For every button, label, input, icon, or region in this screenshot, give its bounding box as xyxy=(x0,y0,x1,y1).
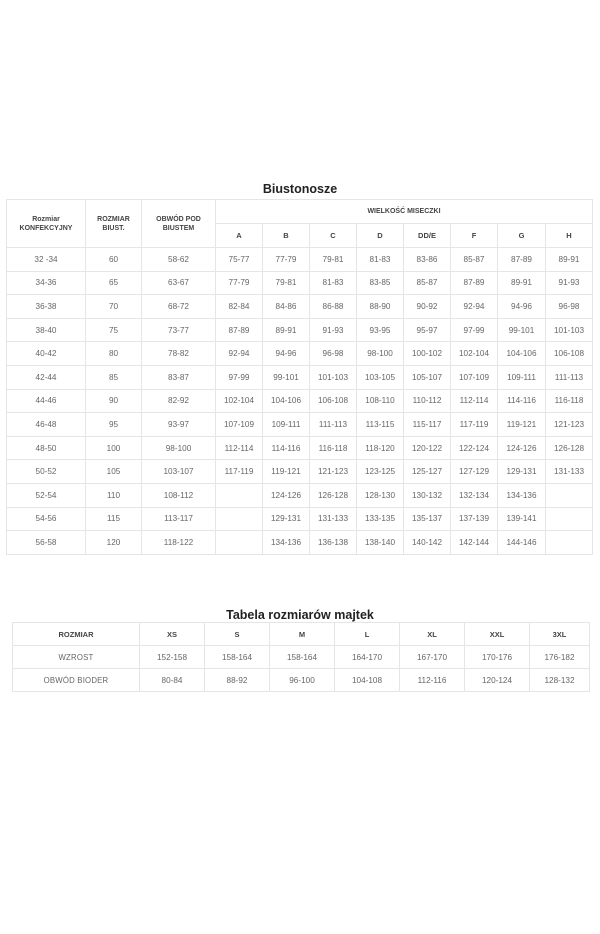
table-row xyxy=(7,389,593,413)
panty-table-title: Tabela rozmiarów majtek xyxy=(226,608,374,622)
table-cell: 104-106 xyxy=(263,389,310,413)
table-row xyxy=(7,460,593,484)
table-cell: 96-98 xyxy=(546,295,593,319)
table-cell: 122-124 xyxy=(451,436,498,460)
table-cell: 58-62 xyxy=(142,248,216,272)
table-cell: 113-115 xyxy=(357,413,404,437)
table-cell: 118-120 xyxy=(357,436,404,460)
table-cell: 131-133 xyxy=(310,507,357,531)
table-cell: 56-58 xyxy=(7,531,86,555)
table-cell: 82-84 xyxy=(216,295,263,319)
table-cell: 124-126 xyxy=(498,436,546,460)
table-cell: 90 xyxy=(86,389,142,413)
table-cell xyxy=(546,531,593,555)
table-cell: 48-50 xyxy=(7,436,86,460)
header-rozmiar: ROZMIAR xyxy=(13,623,140,646)
table-cell: 73-77 xyxy=(142,318,216,342)
table-cell: 89-91 xyxy=(263,318,310,342)
table-row xyxy=(7,507,593,531)
table-cell xyxy=(546,483,593,507)
header-biust: ROZMIAR BIUST. xyxy=(86,200,142,248)
table-cell: 131-133 xyxy=(546,460,593,484)
table-cell: 93-97 xyxy=(142,413,216,437)
table-cell: 103-105 xyxy=(357,365,404,389)
table-cell: 176-182 xyxy=(530,646,590,669)
table-cell: 105-107 xyxy=(404,365,451,389)
table-cell: 87-89 xyxy=(216,318,263,342)
table-cell: 88-90 xyxy=(357,295,404,319)
table-cell: 112-114 xyxy=(451,389,498,413)
table-cell: 124-126 xyxy=(263,483,310,507)
table-cell: 81-83 xyxy=(357,248,404,272)
table-cell: 83-87 xyxy=(142,365,216,389)
table-cell: 87-89 xyxy=(498,248,546,272)
table-cell: 106-108 xyxy=(546,342,593,366)
table-cell: 68-72 xyxy=(142,295,216,319)
table-cell: 98-100 xyxy=(357,342,404,366)
table-cell: 92-94 xyxy=(216,342,263,366)
header-obwod: OBWÓD POD BIUSTEM xyxy=(142,200,216,248)
table-cell: 101-103 xyxy=(310,365,357,389)
size-header-xl: XL xyxy=(400,623,465,646)
table-cell: 116-118 xyxy=(546,389,593,413)
table-cell: 83-85 xyxy=(357,271,404,295)
table-cell: 107-109 xyxy=(451,365,498,389)
cup-header-a: A xyxy=(216,224,263,248)
table-cell: 52-54 xyxy=(7,483,86,507)
table-cell: 70 xyxy=(86,295,142,319)
table-cell: 158-164 xyxy=(270,646,335,669)
table-cell: 134-136 xyxy=(263,531,310,555)
header-cup-group: WIELKOŚĆ MISECZKI xyxy=(216,200,593,224)
table-cell xyxy=(216,531,263,555)
table-cell: 105 xyxy=(86,460,142,484)
table-cell: 120-124 xyxy=(465,669,530,692)
table-cell: 102-104 xyxy=(216,389,263,413)
table-cell: 103-107 xyxy=(142,460,216,484)
table-cell: 34-36 xyxy=(7,271,86,295)
table-cell xyxy=(546,507,593,531)
table-cell: 117-119 xyxy=(216,460,263,484)
table-cell: 36-38 xyxy=(7,295,86,319)
table-cell: 77-79 xyxy=(216,271,263,295)
table-cell: 137-139 xyxy=(451,507,498,531)
table-cell: 99-101 xyxy=(263,365,310,389)
table-cell: 114-116 xyxy=(263,436,310,460)
table-cell: 121-123 xyxy=(310,460,357,484)
table-row xyxy=(7,342,593,366)
table-cell: 104-108 xyxy=(335,669,400,692)
panty-size-table xyxy=(12,622,590,692)
table-cell: 85-87 xyxy=(404,271,451,295)
size-header-xs: XS xyxy=(140,623,205,646)
row-label: OBWÓD BIODER xyxy=(13,669,140,692)
table-cell: 109-111 xyxy=(498,365,546,389)
table-cell: 139-141 xyxy=(498,507,546,531)
table-cell: 50-52 xyxy=(7,460,86,484)
table-cell: 102-104 xyxy=(451,342,498,366)
size-header-s: S xyxy=(205,623,270,646)
table-cell: 80 xyxy=(86,342,142,366)
table-cell: 127-129 xyxy=(451,460,498,484)
table-cell: 63-67 xyxy=(142,271,216,295)
table-cell: 97-99 xyxy=(451,318,498,342)
bra-table-title: Biustonosze xyxy=(262,182,338,196)
table-cell: 83-86 xyxy=(404,248,451,272)
table-cell: 106-108 xyxy=(310,389,357,413)
table-cell: 108-110 xyxy=(357,389,404,413)
table-cell: 112-116 xyxy=(400,669,465,692)
table-cell: 136-138 xyxy=(310,531,357,555)
table-row xyxy=(7,248,593,272)
table-cell: 114-116 xyxy=(498,389,546,413)
table-cell: 108-112 xyxy=(142,483,216,507)
table-cell: 85-87 xyxy=(451,248,498,272)
table-cell: 152-158 xyxy=(140,646,205,669)
table-cell: 104-106 xyxy=(498,342,546,366)
cup-header-dd-e: DD/E xyxy=(404,224,451,248)
table-cell: 121-123 xyxy=(546,413,593,437)
table-cell: 138-140 xyxy=(357,531,404,555)
cup-header-h: H xyxy=(546,224,593,248)
table-cell: 96-100 xyxy=(270,669,335,692)
table-cell: 101-103 xyxy=(546,318,593,342)
table-cell: 91-93 xyxy=(310,318,357,342)
table-row xyxy=(7,436,593,460)
size-header-l: L xyxy=(335,623,400,646)
table-cell: 80-84 xyxy=(140,669,205,692)
table-cell: 111-113 xyxy=(310,413,357,437)
table-cell: 128-132 xyxy=(530,669,590,692)
table-cell: 79-81 xyxy=(263,271,310,295)
table-cell: 126-128 xyxy=(546,436,593,460)
table-cell: 125-127 xyxy=(404,460,451,484)
table-cell: 75-77 xyxy=(216,248,263,272)
table-row xyxy=(13,646,590,669)
table-cell: 87-89 xyxy=(451,271,498,295)
table-cell: 115-117 xyxy=(404,413,451,437)
bra-size-table xyxy=(6,199,593,555)
table-cell: 100 xyxy=(86,436,142,460)
table-cell: 38-40 xyxy=(7,318,86,342)
table-cell: 120 xyxy=(86,531,142,555)
size-header-3xl: 3XL xyxy=(530,623,590,646)
table-cell: 133-135 xyxy=(357,507,404,531)
table-cell: 44-46 xyxy=(7,389,86,413)
table-cell: 60 xyxy=(86,248,142,272)
cup-header-d: D xyxy=(357,224,404,248)
table-cell: 46-48 xyxy=(7,413,86,437)
table-cell: 119-121 xyxy=(498,413,546,437)
table-cell: 91-93 xyxy=(546,271,593,295)
table-cell: 77-79 xyxy=(263,248,310,272)
table-row xyxy=(7,318,593,342)
table-row xyxy=(7,483,593,507)
table-cell: 78-82 xyxy=(142,342,216,366)
table-cell: 97-99 xyxy=(216,365,263,389)
table-row xyxy=(7,531,593,555)
table-cell: 89-91 xyxy=(498,271,546,295)
table-cell: 95-97 xyxy=(404,318,451,342)
table-cell: 158-164 xyxy=(205,646,270,669)
size-header-m: M xyxy=(270,623,335,646)
table-cell: 96-98 xyxy=(310,342,357,366)
table-cell: 164-170 xyxy=(335,646,400,669)
header-konfekcyjny: Rozmiar KONFEKCYJNY xyxy=(7,200,86,248)
table-cell: 82-92 xyxy=(142,389,216,413)
table-cell: 167-170 xyxy=(400,646,465,669)
table-cell: 116-118 xyxy=(310,436,357,460)
table-cell: 142-144 xyxy=(451,531,498,555)
table-cell: 94-96 xyxy=(263,342,310,366)
cup-header-g: G xyxy=(498,224,546,248)
table-cell: 109-111 xyxy=(263,413,310,437)
table-cell: 42-44 xyxy=(7,365,86,389)
table-cell: 100-102 xyxy=(404,342,451,366)
table-cell: 54-56 xyxy=(7,507,86,531)
table-cell: 93-95 xyxy=(357,318,404,342)
table-row xyxy=(7,365,593,389)
table-cell xyxy=(216,507,263,531)
table-row xyxy=(7,271,593,295)
table-cell: 86-88 xyxy=(310,295,357,319)
table-cell xyxy=(216,483,263,507)
table-cell: 99-101 xyxy=(498,318,546,342)
cup-header-f: F xyxy=(451,224,498,248)
cup-header-c: C xyxy=(310,224,357,248)
cup-header-b: B xyxy=(263,224,310,248)
table-cell: 40-42 xyxy=(7,342,86,366)
table-cell: 130-132 xyxy=(404,483,451,507)
table-cell: 110 xyxy=(86,483,142,507)
table-cell: 117-119 xyxy=(451,413,498,437)
table-cell: 126-128 xyxy=(310,483,357,507)
table-cell: 120-122 xyxy=(404,436,451,460)
table-row xyxy=(7,295,593,319)
table-cell: 95 xyxy=(86,413,142,437)
table-cell: 111-113 xyxy=(546,365,593,389)
table-cell: 90-92 xyxy=(404,295,451,319)
table-cell: 170-176 xyxy=(465,646,530,669)
table-cell: 92-94 xyxy=(451,295,498,319)
table-cell: 132-134 xyxy=(451,483,498,507)
table-cell: 128-130 xyxy=(357,483,404,507)
table-row xyxy=(13,669,590,692)
table-cell: 81-83 xyxy=(310,271,357,295)
table-cell: 75 xyxy=(86,318,142,342)
table-cell: 84-86 xyxy=(263,295,310,319)
table-cell: 119-121 xyxy=(263,460,310,484)
table-cell: 89-91 xyxy=(546,248,593,272)
table-cell: 94-96 xyxy=(498,295,546,319)
table-cell: 135-137 xyxy=(404,507,451,531)
table-cell: 113-117 xyxy=(142,507,216,531)
table-cell: 140-142 xyxy=(404,531,451,555)
table-cell: 88-92 xyxy=(205,669,270,692)
table-cell: 112-114 xyxy=(216,436,263,460)
table-cell: 115 xyxy=(86,507,142,531)
table-cell: 129-131 xyxy=(263,507,310,531)
table-cell: 79-81 xyxy=(310,248,357,272)
table-cell: 118-122 xyxy=(142,531,216,555)
table-cell: 65 xyxy=(86,271,142,295)
table-cell: 107-109 xyxy=(216,413,263,437)
table-row xyxy=(7,413,593,437)
table-cell: 129-131 xyxy=(498,460,546,484)
size-header-xxl: XXL xyxy=(465,623,530,646)
table-cell: 144-146 xyxy=(498,531,546,555)
table-cell: 98-100 xyxy=(142,436,216,460)
table-cell: 85 xyxy=(86,365,142,389)
table-cell: 32 -34 xyxy=(7,248,86,272)
table-cell: 110-112 xyxy=(404,389,451,413)
row-label: WZROST xyxy=(13,646,140,669)
table-cell: 123-125 xyxy=(357,460,404,484)
table-cell: 134-136 xyxy=(498,483,546,507)
